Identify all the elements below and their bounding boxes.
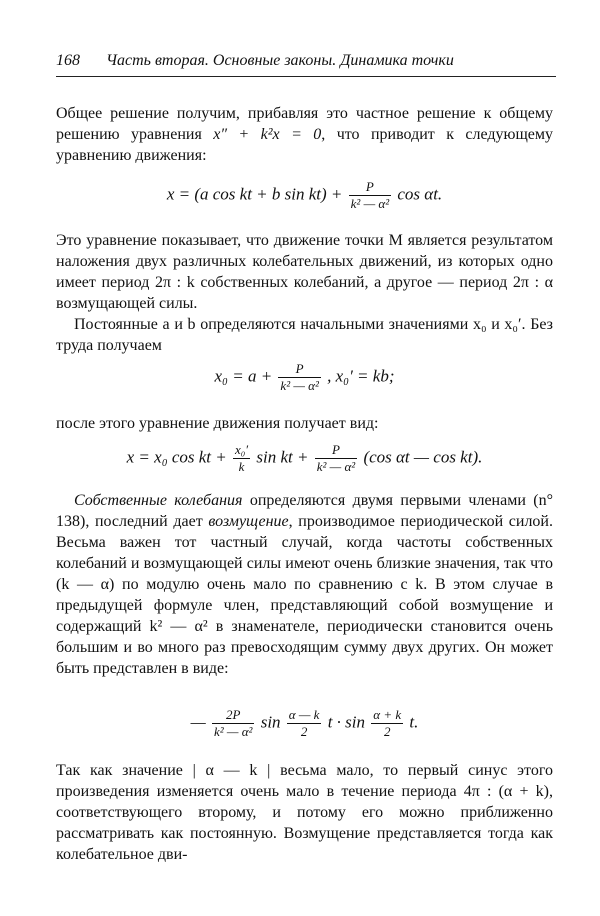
formula4-lead: —	[190, 712, 210, 732]
formula1-numerator: P	[349, 180, 391, 196]
formula3-numerator-1: x₀′	[235, 442, 249, 457]
formula2-left: x₀ = a +	[214, 366, 277, 386]
formula1-fraction	[349, 180, 391, 211]
p6-text: Так как значение | α — k | весьма мало, то первый синус этого произведения изменяется очень мало в течение периода 4π : (α + k), соответствующего второму, и потому его можно приближенно рассматривать как постоянную. Возмущение представляется тогда как колебательное дви-	[56, 762, 553, 863]
formula-perturbation-product	[56, 708, 553, 739]
formula3-right: (cos αt — cos kt).	[359, 447, 483, 467]
paragraph-slow-sine	[56, 760, 553, 865]
running-title: Часть вторая. Основные законы. Динамика точки	[106, 52, 454, 69]
paragraph-natural-oscillations	[56, 490, 553, 679]
p1-text-b: , что приводит к следующему уравнению движения:	[56, 126, 554, 164]
paragraph-after	[56, 413, 553, 434]
term-perturbation: возмущение	[208, 513, 289, 530]
formula3-fraction-2	[315, 443, 357, 474]
paragraph-general-solution	[56, 103, 553, 166]
paragraph-superposition	[56, 230, 553, 314]
formula2-denominator: k² — α²	[280, 378, 319, 393]
p4-text: после этого уравнение движения получает вид:	[56, 415, 379, 432]
p3-text: Постоянные a и b определяются начальными значениями x₀ и x₀′. Без труда получаем	[56, 316, 553, 354]
formula1-left: x = (a cos kt + b sin kt) +	[166, 184, 347, 204]
formula-initial-values	[56, 362, 553, 393]
formula4-fraction-1	[212, 708, 254, 739]
paragraph-constants	[56, 314, 553, 356]
p5-text-b: , производимое периодической силой. Весьма важен тот частный случай, когда частоты собственных колебаний и возмущающей силы имеют очень близкие значения, так что (k — α) по модулю очень мало по сравнению с k. В этом случае в предыдущей формуле член, представляющий собой возмущение и содержащий k² — α² в знаменателе, периодически становится очень большим и во много раз превосходящим сумму двух других. Он может быть представлен в виде:	[56, 513, 553, 677]
p2-text: Это уравнение показывает, что движение точки M является результатом наложения двух различных колебательных движений, из которых одно имеет период 2π : k собственных колебаний, а другое — период 2π : α возмущающей силы.	[56, 232, 553, 312]
page-number: 168	[56, 52, 80, 69]
formula1-right: cos αt.	[393, 184, 443, 204]
formula-full-motion	[56, 443, 553, 474]
formula4-mid-1: sin	[256, 712, 285, 732]
running-header	[56, 52, 553, 70]
formula4-mid-2: t · sin	[323, 712, 370, 732]
formula3-fraction-1	[233, 443, 250, 474]
formula1-denominator: k² — α²	[350, 196, 390, 211]
formula2-fraction	[278, 362, 320, 393]
formula4-numerator-2: α — k	[288, 707, 320, 722]
p5-text-a: определяются двумя первыми членами (n° 138), последний дает	[56, 492, 553, 530]
formula4-tail: t.	[405, 712, 419, 732]
p1-inline-equation: x″ + k²x = 0	[213, 126, 322, 143]
formula3-left: x = x₀ cos kt +	[126, 447, 231, 467]
formula4-fraction-3	[371, 708, 403, 739]
formula4-numerator-1: 2P	[212, 708, 254, 724]
formula3-numerator-2: P	[315, 443, 357, 459]
formula3-denominator-1: k	[238, 459, 245, 474]
formula3-denominator-2: k² — α²	[316, 459, 356, 474]
header-rule	[56, 76, 556, 77]
p1-text-a: Общее решение получим, прибавляя это частное решение к общему решению уравнения	[56, 105, 553, 143]
formula3-mid: sin kt +	[252, 447, 313, 467]
formula4-denominator-1: k² — α²	[214, 724, 253, 739]
formula4-denominator-3: 2	[383, 724, 391, 739]
formula4-numerator-3: α + k	[373, 707, 402, 722]
formula4-denominator-2: 2	[300, 724, 308, 739]
formula4-fraction-2	[287, 708, 322, 739]
formula2-numerator: P	[278, 362, 320, 378]
formula2-right: , x₀′ = kb;	[322, 366, 395, 386]
formula-motion-equation	[56, 180, 553, 211]
term-natural-oscillations: Собственные колебания	[74, 492, 243, 509]
